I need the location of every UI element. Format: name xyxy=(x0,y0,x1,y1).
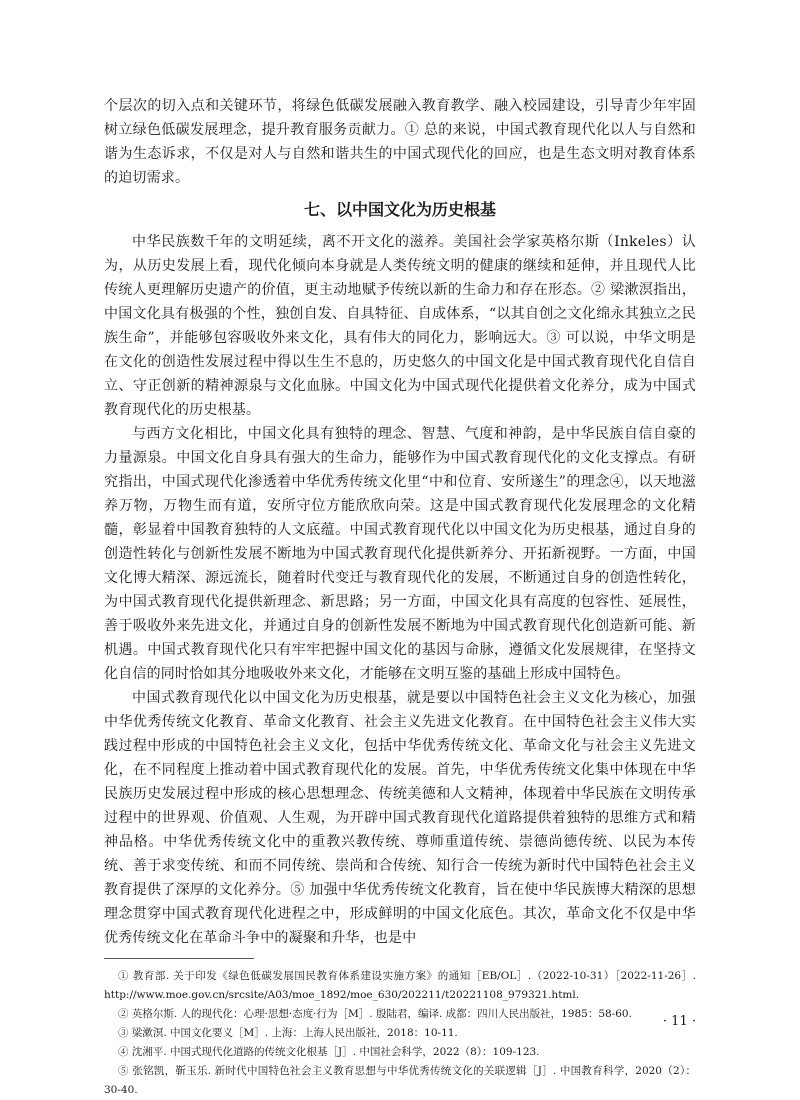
paragraph-3: 中国式教育现代化以中国文化为历史根基，就是要以中国特色社会主义文化为核心，加强中华优秀传统文化教育、革命文化教育、社会主义先进文化教育。在中国特色社会主义伟大实践过程中形成的中国特色社会主义文化，包括中华优秀传统文化、革命文化与社会主义先进文化，在不同程度上推动着中国式教育现代化的发展。首先，中华优秀传统文化集中体现在中华民族历史发展过程中形成的核心思想理念、传统美德和人文精神，体现着中华民族在文明传承过程中的世界观、价值观、人生观，为开辟中国式教育现代化道路提供着独特的思维方式和精神品格。中华优秀传统文化中的重教兴教传统、尊师重道传统、崇德尚德传统、以民为本传统、善于求变传统、和而不同传统、崇尚和合传统、知行合一传统为新时代中国特色社会主义教育提供了深厚的文化养分。⑤ 加强中华优秀传统文化教育，旨在使中华民族博大精深的思想理念贯穿中国式教育现代化进程之中，形成鲜明的中国文化底色。其次，革命文化不仅是中华优秀传统文化在革命斗争中的凝聚和升华，也是中 xyxy=(104,690,696,946)
footnote-3: ③ 梁漱溟. 中国文化要义［M］. 上海：上海人民出版社，2018：10-11. xyxy=(118,1027,458,1039)
page-number: · 11 · xyxy=(662,1014,696,1029)
footnote-1: ① 教育部. 关于印发《绿色低碳发展国民教育体系建设实施方案》的通知［EB/OL］.（2022-10-31）［2022-11-26］. http://www.moe.gov.cn/srcsite/A03/moe_1892/moe_630/202211/t20221108_979321.html. xyxy=(104,970,696,1001)
footnote-5: ⑤ 张铭凯，靳玉乐. 新时代中国特色社会主义教育思想与中华优秀传统文化的关联逻辑［J］. 中国教育科学，2020（2）：30-40. xyxy=(104,1065,696,1096)
paragraph-1: 中华民族数千年的文明延续，离不开文化的滋养。美国社会学家英格尔斯（Inkeles）认为，从历史发展上看，现代化倾向本身就是人类传统文明的健康的继续和延伸，并且现代人比传统人更理解历史遗产的价值，更主动地赋予传统以新的生命力和存在形态。② 梁漱溟指出，中国文化具有极强的个性，独创自发、自具特征、自成体系，“以其自创之文化绵永其独立之民族生命”，并能够包容吸收外来文化，具有伟大的同化力，影响远大。③ 可以说，中华文明是在文化的创造性发展过程中得以生生不息的，历史悠久的中国文化是中国式教育现代化自信自立、守正创新的精神源泉与文化血脉。中国文化为中国式现代化提供着文化养分，成为中国式教育现代化的历史根基。 xyxy=(104,234,696,418)
section-title: 七、以中国文化为历史根基 xyxy=(303,200,496,219)
paragraph-intro: 个层次的切入点和关键环节，将绿色低碳发展融入教育教学、融入校园建设，引导青少年牢固树立绿色低碳发展理念，提升教育服务贡献力。① 总的来说，中国式教育现代化以人与自然和谐为生态诉求，不仅是对人与自然和谐共生的中国式现代化的回应，也是生态文明对教育体系的迫切需求。 xyxy=(104,98,696,186)
page-content xyxy=(104,94,696,1100)
footnote-2: ② 英格尔斯. 人的现代化：心理·思想·态度·行为［M］. 殷陆君，编译. 成都：四川人民出版社，1985：58-60. xyxy=(118,1008,632,1020)
footnote-divider xyxy=(104,958,254,959)
paragraph-2: 与西方文化相比，中国文化具有独特的理念、智慧、气度和神韵，是中华民族自信自豪的力量源泉。中国文化自身具有强大的生命力，能够作为中国式教育现代化的文化支撑点。有研究指出，中国式现代化渗透着中华优秀传统文化里“中和位育、安所遂生”的理念④，以天地滋养万物，万物生而有道，安所守位方能欣欣向荣。这是中国式教育现代化发展理念的文化精髓，彰显着中国教育独特的人文底蕴。中国式教育现代化以中国文化为历史根基，通过自身的创造性转化与创新性发展不断地为中国式教育现代化提供新养分、开拓新视野。一方面，中国文化博大精深、源远流长，随着时代变迁与教育现代化的发展，不断通过自身的创造性转化，为中国式教育现代化提供新理念、新思路；另一方面，中国文化具有高度的包容性、延展性，善于吸收外来先进文化，并通过自身的创新性发展不断地为中国式教育现代化创造新可能、新机遇。中国式教育现代化只有牢牢把握中国文化的基因与命脉，遵循文化发展规律，在坚持文化自信的同时恰如其分地吸收外来文化，才能够在文明互鉴的基础上形成中国特色。 xyxy=(104,426,696,682)
footnotes xyxy=(104,967,696,1100)
footnote-4: ④ 沈湘平. 中国式现代化道路的传统文化根基［J］. 中国社会科学，2022（8）：109-123. xyxy=(118,1046,540,1058)
